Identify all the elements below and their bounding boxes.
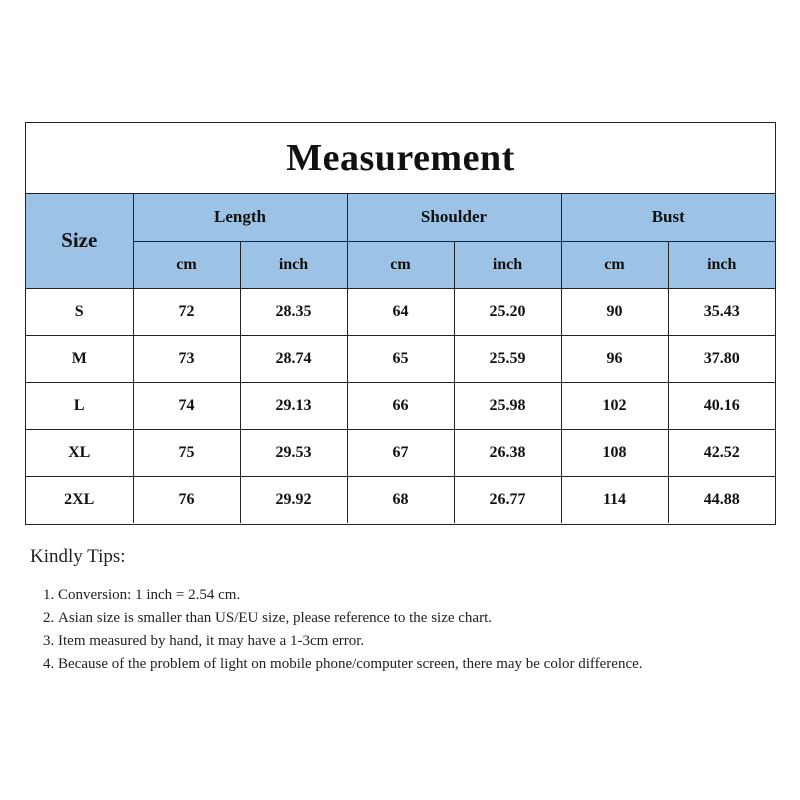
measurement-chart — [25, 122, 776, 525]
table-cell: 66 — [347, 382, 454, 429]
size-cell: 2XL — [26, 476, 133, 523]
table-cell: 26.38 — [454, 429, 561, 476]
table-row — [26, 288, 775, 335]
table-cell: 35.43 — [668, 288, 775, 335]
table-row — [26, 335, 775, 382]
table-cell: 96 — [561, 335, 668, 382]
table-row — [26, 476, 775, 523]
unit-header: inch — [668, 241, 775, 288]
table-cell: 28.74 — [240, 335, 347, 382]
tip-item: 1. Conversion: 1 inch = 2.54 cm. — [58, 584, 770, 607]
table-cell: 42.52 — [668, 429, 775, 476]
table-cell: 75 — [133, 429, 240, 476]
table-cell: 64 — [347, 288, 454, 335]
size-column-header: Size — [26, 194, 133, 288]
table-cell: 76 — [133, 476, 240, 523]
header-row-groups — [26, 194, 775, 241]
header-row-units — [26, 241, 775, 288]
table-cell: 68 — [347, 476, 454, 523]
table-cell: 108 — [561, 429, 668, 476]
tip-item: 3. Item measured by hand, it may have a 1-3cm error. — [58, 630, 770, 653]
table-cell: 40.16 — [668, 382, 775, 429]
table-cell: 74 — [133, 382, 240, 429]
unit-header: cm — [561, 241, 668, 288]
size-cell: S — [26, 288, 133, 335]
table-cell: 90 — [561, 288, 668, 335]
shoulder-group-header: Shoulder — [347, 194, 561, 241]
unit-header: inch — [240, 241, 347, 288]
size-table — [26, 194, 775, 523]
tip-item: 2. Asian size is smaller than US/EU size, please reference to the size chart. — [58, 607, 770, 630]
size-cell: XL — [26, 429, 133, 476]
length-group-header: Length — [133, 194, 347, 241]
size-cell: L — [26, 382, 133, 429]
table-cell: 73 — [133, 335, 240, 382]
bust-group-header: Bust — [561, 194, 775, 241]
table-cell: 29.53 — [240, 429, 347, 476]
table-cell: 25.98 — [454, 382, 561, 429]
table-cell: 29.13 — [240, 382, 347, 429]
unit-header: cm — [347, 241, 454, 288]
table-row — [26, 429, 775, 476]
table-cell: 44.88 — [668, 476, 775, 523]
table-cell: 25.20 — [454, 288, 561, 335]
table-cell: 37.80 — [668, 335, 775, 382]
table-cell: 28.35 — [240, 288, 347, 335]
table-cell: 114 — [561, 476, 668, 523]
kindly-tips — [30, 546, 770, 676]
table-row — [26, 382, 775, 429]
unit-header: inch — [454, 241, 561, 288]
table-cell: 102 — [561, 382, 668, 429]
tip-item: 4. Because of the problem of light on mobile phone/computer screen, there may be color difference. — [58, 653, 770, 676]
table-cell: 25.59 — [454, 335, 561, 382]
unit-header: cm — [133, 241, 240, 288]
table-cell: 65 — [347, 335, 454, 382]
table-cell: 72 — [133, 288, 240, 335]
tips-list — [30, 584, 770, 676]
table-cell: 26.77 — [454, 476, 561, 523]
tips-title: Kindly Tips: — [30, 546, 126, 567]
size-cell: M — [26, 335, 133, 382]
table-cell: 67 — [347, 429, 454, 476]
table-cell: 29.92 — [240, 476, 347, 523]
chart-title: Measurement — [26, 123, 775, 194]
